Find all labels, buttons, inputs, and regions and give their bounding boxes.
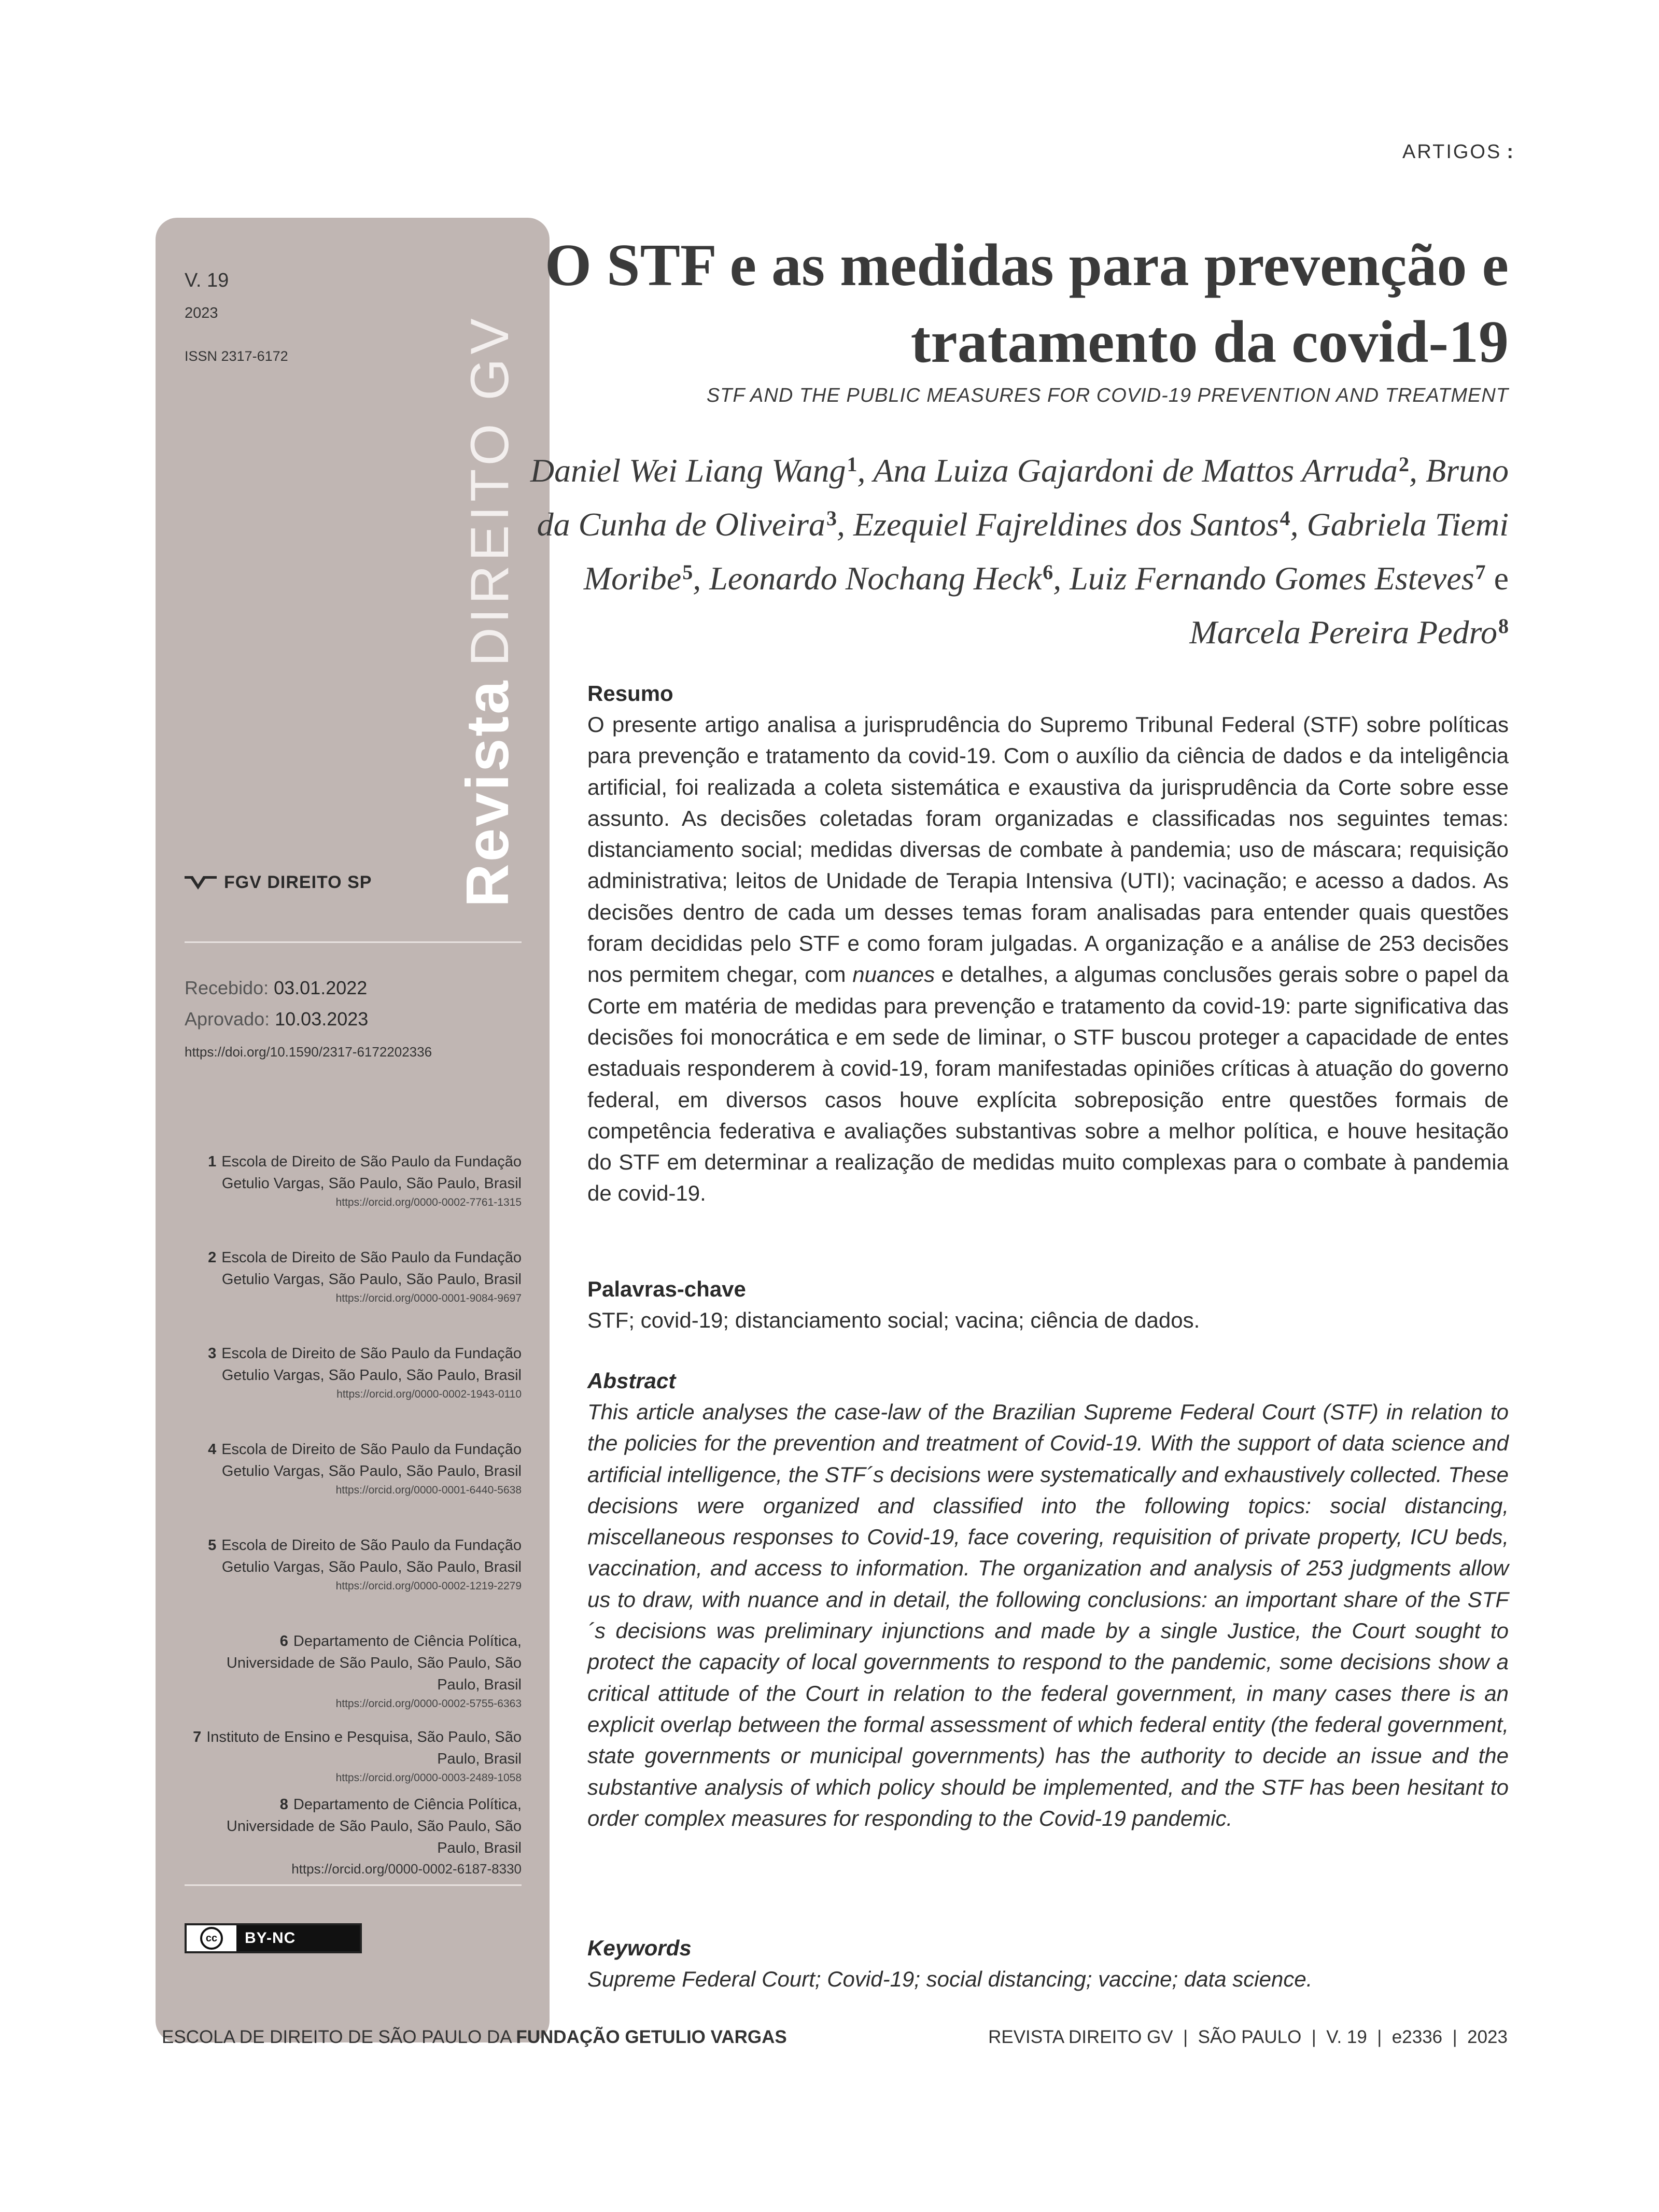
- affiliation-text: Departamento de Ciência Política, Universidade de São Paulo, São Paulo, São Paulo, Brasil: [226, 1796, 522, 1856]
- affiliation-3: [190, 1343, 522, 1403]
- affiliation-number: 2: [208, 1249, 217, 1266]
- article-subtitle: STF AND THE PUBLIC MEASURES FOR COVID-19 PREVENTION AND TREATMENT: [706, 385, 1509, 406]
- affiliation-number: 5: [208, 1537, 217, 1554]
- affiliation-number: 3: [208, 1345, 217, 1362]
- affiliation-2: [190, 1247, 522, 1307]
- resumo-section: [587, 678, 1509, 1209]
- author-affiliation-number: 6: [1043, 560, 1053, 584]
- author-list: [524, 441, 1509, 656]
- affiliation-8: [190, 1794, 522, 1879]
- author-affiliation-number: 4: [1280, 506, 1290, 530]
- orcid-link[interactable]: https://orcid.org/0000-0002-7761-1315: [335, 1196, 522, 1208]
- affiliation-text: Instituto de Ensino e Pesquisa, São Paulo, São Paulo, Brasil: [206, 1729, 522, 1767]
- orcid-link[interactable]: https://orcid.org/0000-0002-6187-8330: [291, 1861, 522, 1877]
- publisher-logo: FGV DIREITO SP: [185, 872, 372, 893]
- author-name: Marcela Pereira Pedro$^8$: [1189, 614, 1509, 651]
- orcid-link[interactable]: https://orcid.org/0000-0001-9084-9697: [335, 1292, 522, 1304]
- affiliation-number: 1: [208, 1153, 217, 1170]
- palavras-chave-heading: Palavras-chave: [587, 1277, 746, 1301]
- keywords-text: Supreme Federal Court; Covid-19; social distancing; vaccine; data science.: [587, 1967, 1313, 1991]
- issn: ISSN 2317-6172: [185, 348, 288, 364]
- affiliation-number: 4: [208, 1441, 217, 1458]
- affiliation-6: [190, 1630, 522, 1712]
- orcid-link[interactable]: https://orcid.org/0000-0002-1943-0110: [336, 1388, 522, 1400]
- affiliation-4: [190, 1439, 522, 1499]
- doi-link[interactable]: https://doi.org/10.1590/2317-6172202336: [185, 1044, 432, 1060]
- author-name: Gabriela Tiemi Moribe$^5$,: [583, 506, 1509, 597]
- affiliation-text: Departamento de Ciência Política, Universidade de São Paulo, São Paulo, São Paulo, Brasil: [226, 1633, 522, 1693]
- affiliation-7: [190, 1726, 522, 1786]
- author-name: Daniel Wei Liang Wang$^1$,: [530, 452, 866, 489]
- affiliation-number: 8: [279, 1796, 288, 1813]
- license-badge: cc BY-NC: [185, 1923, 362, 1953]
- creative-commons-icon: cc: [200, 1927, 223, 1950]
- orcid-link[interactable]: https://orcid.org/0000-0002-5755-6363: [335, 1698, 522, 1710]
- author-affiliation-number: 7: [1475, 560, 1486, 584]
- orcid-link[interactable]: https://orcid.org/0000-0002-1219-2279: [335, 1580, 522, 1592]
- affiliation-text: Escola de Direito de São Paulo da Fundação Getulio Vargas, São Paulo, São Paulo, Brasil: [221, 1441, 522, 1480]
- author-affiliation-number: 2: [1399, 453, 1409, 476]
- keywords-section: [587, 1933, 1509, 1995]
- author-name: Bruno da Cunha de Oliveira$^3$,: [537, 452, 1509, 543]
- author-affiliation-number: 8: [1498, 614, 1509, 638]
- keywords-heading: Keywords: [587, 1936, 692, 1960]
- affiliation-text: Escola de Direito de São Paulo da Fundação Getulio Vargas, São Paulo, São Paulo, Brasil: [221, 1537, 522, 1575]
- author-name: Ezequiel Fajreldines dos Santos$^4$,: [853, 506, 1299, 543]
- footer-institution: ESCOLA DE DIREITO DE SÃO PAULO DA FUNDAÇÃO GETULIO VARGAS: [162, 2027, 787, 2047]
- affiliation-number: 7: [193, 1729, 202, 1745]
- affiliation-5: [190, 1534, 522, 1595]
- resumo-text: O presente artigo analisa a jurisprudência do Supremo Tribunal Federal (STF) sobre políticas para prevenção e tratamento da covid-19. Com o auxílio da ciência de dados e da inteligência artificial, foi realizada a coleta sistemática e exaustiva da jurisprudência da Corte sobre esse assunto. As decisões coletadas foram organizadas e classificadas nos seguintes temas: distanciamento social; medidas diversas de combate à pandemia; uso de máscara; requisição administrativa; leitos de Unidade de Terapia Intensiva (UTI); vacinação; e acesso a dados. As decisões dentro de cada um desses temas foram analisadas para entender quais questões foram decididas pelo STF e como foram julgadas. A organização e a análise de 253 decisões nos permitem chegar, com nuances e detalhes, a algumas conclusões gerais sobre o papel da Corte em matéria de medidas para prevenção e tratamento da covid-19: parte significativa das decisões foi monocrática e em sede de liminar, o STF buscou proteger a capacidade de entes estaduais responderem à covid-19, foram manifestadas opiniões críticas à atuação do governo federal, em diversos casos houve explícita sobreposição entre questões formais de competência federativa e avaliações substantivas sobre a melhor política, e houve hesitação do STF em determinar a realização de medidas muito complexas para o combate à pandemia de covid-19.: [587, 712, 1509, 1206]
- abstract-heading: Abstract: [587, 1369, 676, 1393]
- year: 2023: [185, 305, 218, 321]
- affiliation-1: [190, 1151, 522, 1211]
- author-name: Leonardo Nochang Heck$^6$,: [709, 560, 1062, 597]
- resumo-heading: Resumo: [587, 681, 673, 706]
- orcid-link[interactable]: https://orcid.org/0000-0003-2489-1058: [335, 1772, 522, 1784]
- fgv-logo-icon: [185, 876, 217, 890]
- affiliation-text: Escola de Direito de São Paulo da Fundação Getulio Vargas, São Paulo, São Paulo, Brasil: [221, 1345, 522, 1384]
- palavras-chave-text: STF; covid-19; distanciamento social; vacina; ciência de dados.: [587, 1308, 1200, 1332]
- footer-citation: REVISTA DIREITO GV | SÃO PAULO | V. 19 | e2336 | 2023: [988, 2027, 1508, 2047]
- palavras-chave-section: [587, 1274, 1509, 1336]
- author-conjunction: e: [1494, 560, 1509, 597]
- author-affiliation-number: 1: [847, 453, 857, 476]
- author-name: Luiz Fernando Gomes Esteves$^7$: [1070, 560, 1486, 597]
- journal-sidebar: [156, 218, 550, 2042]
- affiliation-text: Escola de Direito de São Paulo da Fundação Getulio Vargas, São Paulo, São Paulo, Brasil: [221, 1249, 522, 1288]
- journal-brand: RevistaDIREITO GV: [454, 314, 521, 907]
- section-label: ARTIGOS :: [1402, 141, 1515, 163]
- author-affiliation-number: 3: [826, 506, 837, 530]
- orcid-link[interactable]: https://orcid.org/0000-0001-6440-5638: [335, 1484, 522, 1496]
- volume: V. 19: [185, 270, 229, 291]
- abstract-text: This article analyses the case-law of the Brazilian Supreme Federal Court (STF) in relation to the policies for the prevention and treatment of Covid-19. With the support of data science and artificial intelligence, the STF´s decisions were systematically and exhaustively collected. These decisions were organized and classified into the following topics: social distancing, miscellaneous responses to Covid-19, face covering, requisition of private property, ICU beds, vaccination, and access to information. The organization and analysis of 253 judgments allow us to draw, with nuance and in detail, the following conclusions: an important share of the STF´s decisions was preliminary injunctions and made by a single Justice, the Court sought to protect the capacity of local governments to respond to the pandemic, some decisions show a critical attitude of the Court in relation to the federal government, in many cases there is an explicit overlap between the formal assessment of which federal entity (the federal government, state governments or municipal governments) has the authority to decide an issue and the substantive analysis of which policy should be implemented, and the STF has been hesitant to order complex measures for responding to the Covid-19 pandemic.: [587, 1400, 1509, 1830]
- affiliation-number: 6: [279, 1633, 288, 1650]
- abstract-section: [587, 1365, 1509, 1834]
- divider: [185, 941, 522, 943]
- divider: [185, 1884, 522, 1886]
- author-name: Ana Luiza Gajardoni de Mattos Arruda$^2$,: [873, 452, 1417, 489]
- dates: Recebido: 03.01.2022 Aprovado: 10.03.2023: [185, 977, 369, 1030]
- affiliation-text: Escola de Direito de São Paulo da Fundação Getulio Vargas, São Paulo, São Paulo, Brasil: [221, 1153, 522, 1192]
- author-affiliation-number: 5: [682, 560, 693, 584]
- article-title: O STF e as medidas para prevenção e tratamento da covid-19: [544, 232, 1509, 375]
